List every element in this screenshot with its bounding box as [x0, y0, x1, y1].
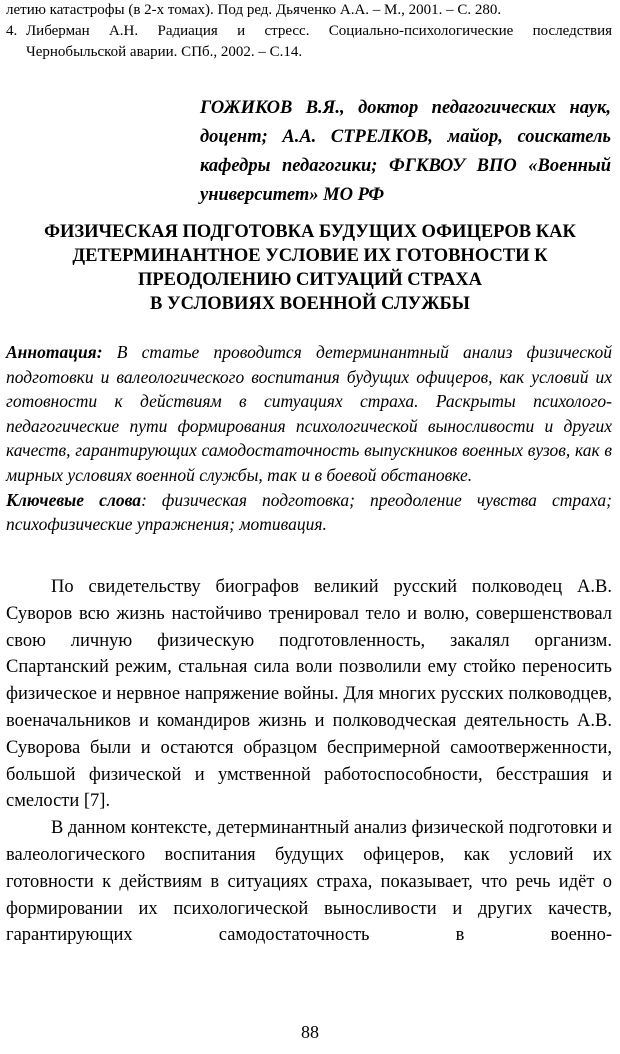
references-list [6, 0, 612, 63]
page-number: 88 [301, 1022, 319, 1042]
article-title [8, 220, 612, 316]
paragraph: По свидетельству биографов великий русский полководец А.В. Суворов всю жизнь настойчиво тренировал тело и волю, совершенствовал свою личную физическую подготовленность, закалял организм. Спартанский режим, стальная сила воли позволили ему стойко переносить физическое и нервное напряжение войны. Для многих русских полководцев, военачальников и командиров жизнь и полководческая деятельность А.В. Суворова были и остаются образцом беспримерной самоотверженности, большой физической и умственной работоспособности, бесстрашия и смелости [7]. [6, 577, 612, 812]
reference-item-4 [6, 21, 612, 63]
abstract-label: Аннотация: [6, 342, 103, 362]
reference-tail: летию катастрофы (в 2-х томах). Под ред. Дьяченко А.А. – М., 2001. – С. 280. [6, 2, 502, 18]
abstract-block [6, 340, 612, 537]
abstract-text: В статье проводится детерминантный анализ физической подготовки и валеологического воспитания будущих офицеров, как условий их готовности к действиям в ситуациях страха. Раскрыты психолого-педагогические пути формирования психологической выносливости и других качеств, гарантирующих самодостаточность выпускников военных вузов, как в мирных условиях военной службы, так и в боевой обстановке. [6, 342, 612, 485]
reference-number: 4. [6, 23, 18, 39]
keywords-label: Ключевые слова [6, 489, 142, 510]
reference-text: Либерман А.Н. Радиация и стресс. Социально-психологические последствия Чернобыльской аварии. СПб., 2002. – С.14. [26, 23, 612, 60]
title-line: ФИЗИЧЕСКАЯ ПОДГОТОВКА БУДУЩИХ ОФИЦЕРОВ КАК [44, 222, 576, 242]
keywords [6, 488, 612, 537]
author-block: ГОЖИКОВ В.Я., доктор педагогических наук, доцент; А.А. СТРЕЛКОВ, майор, соискатель кафедры педагогики; ФГКВОУ ВПО «Военный университет» МО РФ [200, 98, 611, 205]
abstract [6, 340, 612, 488]
title-line: В УСЛОВИЯХ ВОЕННОЙ СЛУЖБЫ [150, 294, 470, 314]
body-text [6, 574, 612, 949]
title-line: ПРЕОДОЛЕНИЮ СИТУАЦИЙ СТРАХА [137, 270, 483, 290]
paragraph: В данном контексте, детерминантный анализ физической подготовки и валеологического воспитания будущих офицеров, как условий их готовности к действиям в ситуациях страха, показывает, что речь идёт о формировании их психологической выносливости и других качеств, гарантирующих самодостаточность в военно- [6, 818, 612, 946]
keywords-text: : физическая подготовка; преодоление чувства страха; психофизические упражнения; мотивация. [6, 489, 612, 535]
title-line: ДЕТЕРМИНАНТНОЕ УСЛОВИЕ ИХ ГОТОВНОСТИ К [72, 246, 548, 266]
